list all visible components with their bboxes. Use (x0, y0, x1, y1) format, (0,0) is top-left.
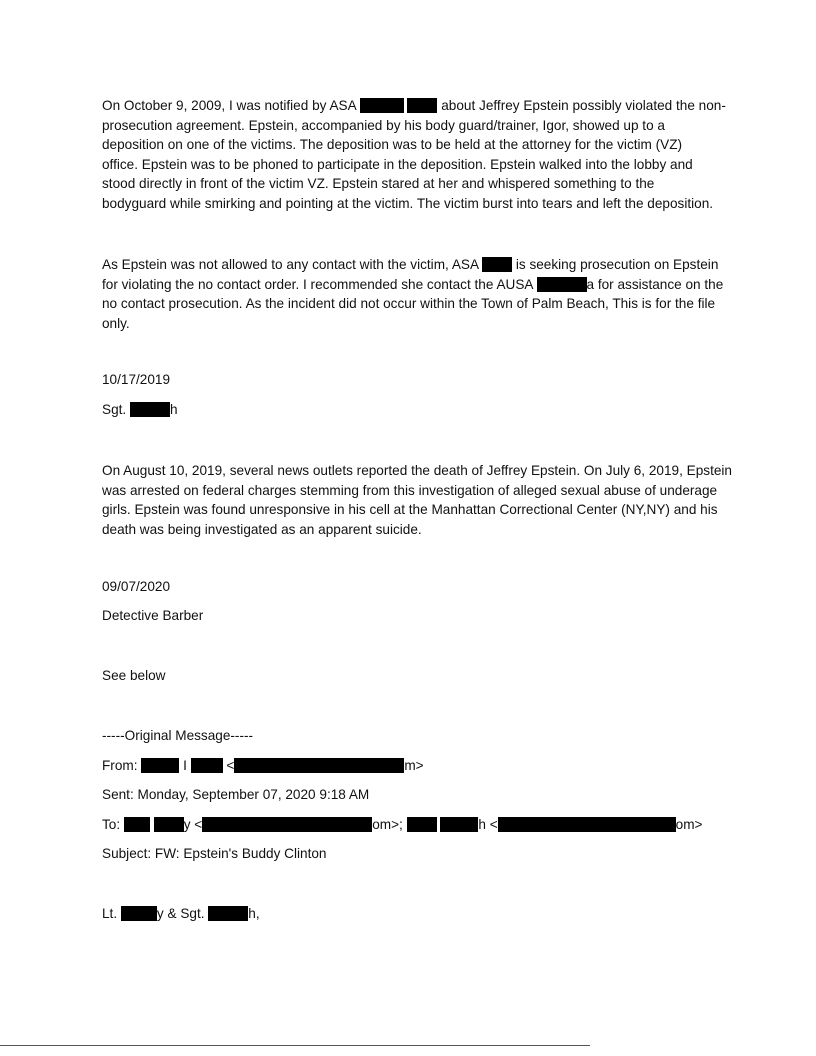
redaction-block (202, 817, 372, 832)
entry-author: Detective Barber (102, 608, 204, 623)
email-sent: Sent: Monday, September 07, 2020 9:18 AM (102, 787, 370, 802)
redaction-block (130, 402, 170, 417)
paragraph-line: prosecution agreement. Epstein, accompanied by his body guard/trainer, Igor, showed up to a (102, 117, 665, 133)
redaction-block (141, 758, 179, 773)
redaction-block (498, 817, 676, 832)
paragraph-line: On August 10, 2019, several news outlets reported the death of Jeffrey Epstein. On July 6, 2019, Epstein (102, 463, 732, 478)
paragraph-line: bodyguard while smirking and pointing at the victim. The victim burst into tears and left the deposition. (102, 195, 714, 211)
email-from: From: I < m> (102, 758, 424, 773)
redaction-block (537, 277, 587, 292)
entry-date: 09/07/2020 (102, 579, 171, 594)
page-bottom-rule (0, 1045, 590, 1046)
redaction-block (407, 98, 437, 113)
paragraph-line: office. Epstein was to be phoned to participate in the deposition. Epstein walked into the lobby and (102, 156, 693, 172)
paragraph-no-contact-order (102, 255, 732, 333)
redaction-block (482, 257, 512, 272)
redaction-block (234, 758, 404, 773)
email-subject: Subject: FW: Epstein's Buddy Clinton (102, 846, 327, 861)
redaction-block (124, 817, 150, 832)
redaction-block (360, 98, 404, 113)
paragraph-line: On October 9, 2009, I was notified by ASA about Jeffrey Epstein possibly violated the non- (102, 98, 726, 113)
entry-date: 10/17/2019 (102, 372, 171, 387)
paragraph-line: was arrested on federal charges stemming from this investigation of alleged sexual abuse of underage (102, 482, 718, 498)
paragraph-line: girls. Epstein was found unresponsive in his cell at the Manhattan Correctional Center (NY,NY) and his (102, 502, 718, 518)
paragraph-line: death was being investigated as an apparent suicide. (102, 521, 422, 537)
email-to: To: y < om>; h < om> (102, 817, 703, 832)
paragraph-line: stood directly in front of the victim VZ. Epstein stared at her and whispered something to the (102, 176, 655, 192)
paragraph-line: deposition on one of the victims. The deposition was to be held at the attorney for the victim (VZ) (102, 137, 683, 153)
paragraph-line: for violating the no contact order. I recommended she contact the AUSA a for assistance on the (102, 276, 724, 292)
redaction-block (121, 906, 157, 921)
email-greeting: Lt. y & Sgt. h, (102, 906, 260, 921)
paragraph-august-2019 (102, 461, 732, 539)
entry-author: Sgt. h (102, 402, 178, 417)
redaction-block (154, 817, 184, 832)
redaction-block (208, 906, 248, 921)
email-header: -----Original Message----- (102, 728, 254, 743)
paragraph-line: only. (102, 315, 130, 331)
paragraph-line: As Epstein was not allowed to any contact with the victim, ASA is seeking prosecution on Epstein (102, 257, 719, 272)
redaction-block (407, 817, 437, 832)
redaction-block (440, 817, 478, 832)
entry-note: See below (102, 668, 166, 683)
paragraph-october-2009 (102, 96, 732, 214)
redaction-block (191, 758, 223, 773)
paragraph-line: no contact prosecution. As the incident did not occur within the Town of Palm Beach, This is for the file (102, 296, 716, 312)
